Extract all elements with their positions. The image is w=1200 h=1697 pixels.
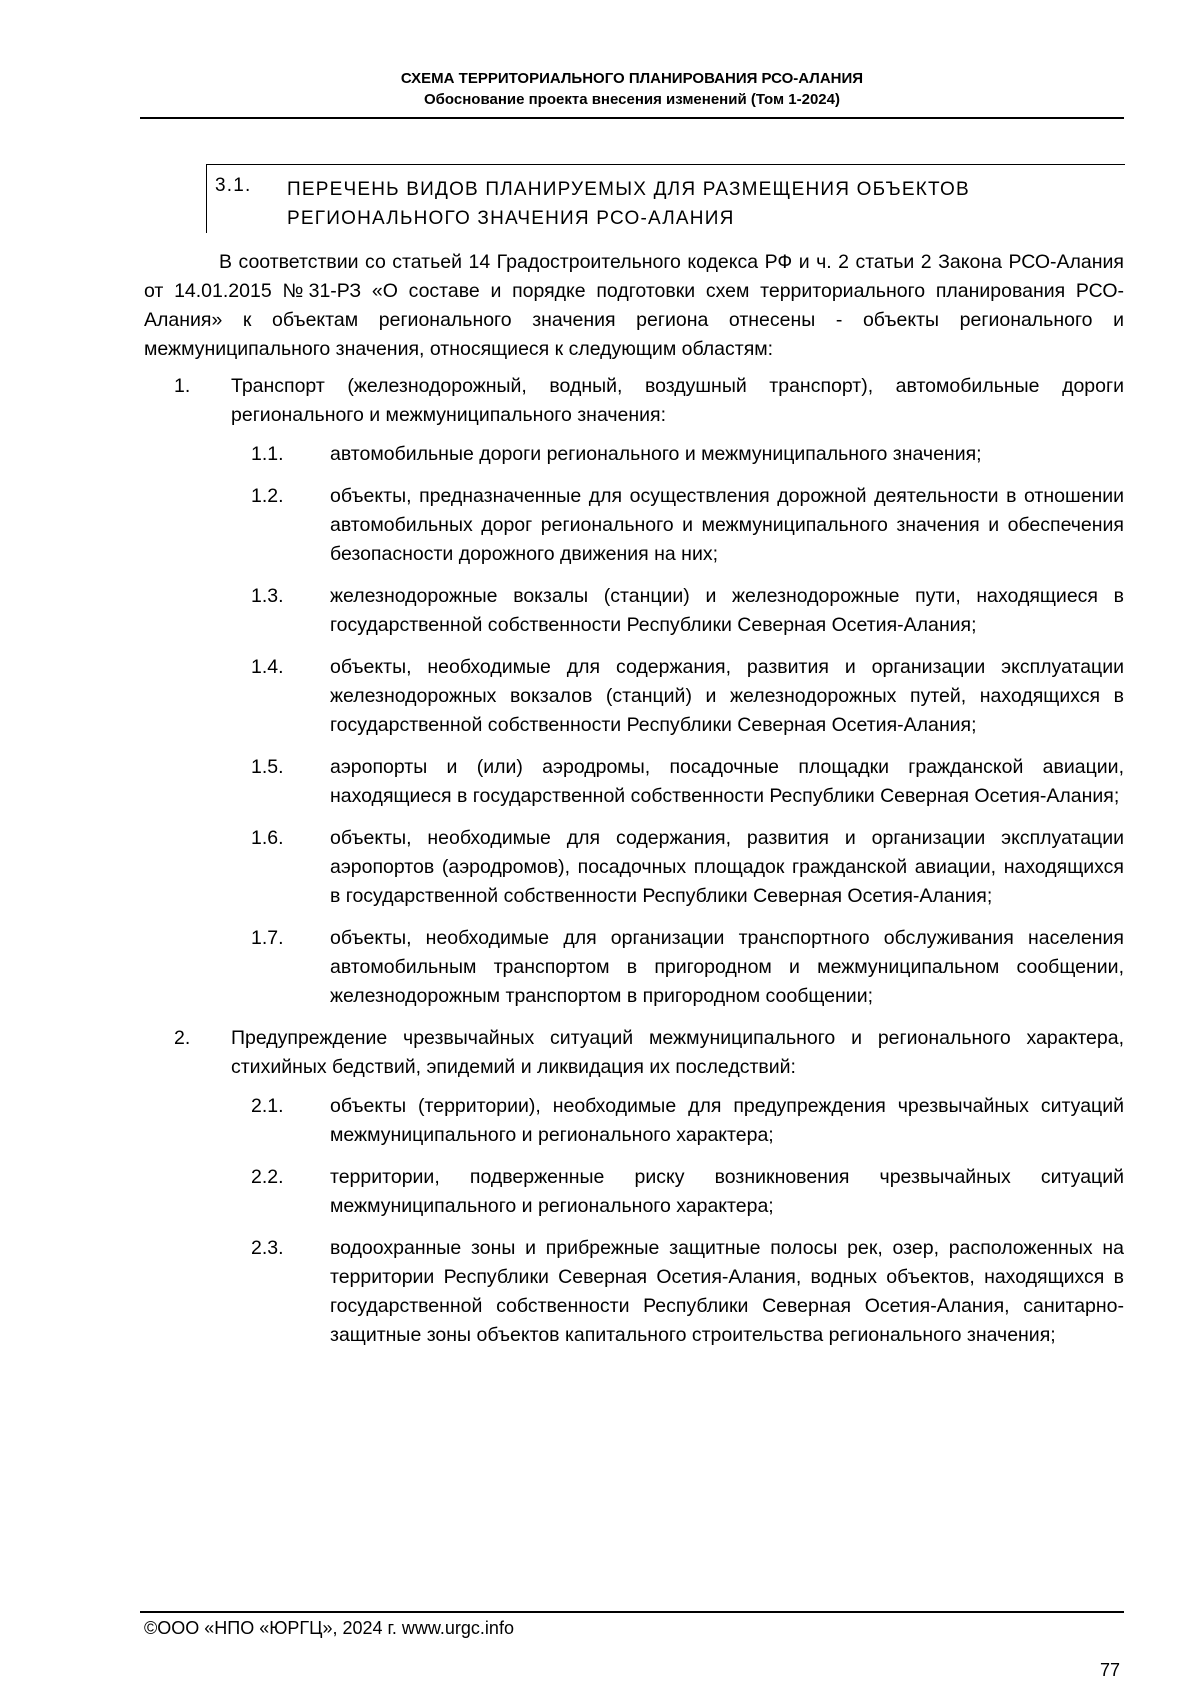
sub-item-text: объекты, необходимые для содержания, развития и организации эксплуатации железнодорожных вокзалов (станций) и железнодорожных путей, находящихся в государственной собственности Республики Северная Осетия-Алания; [330, 656, 1124, 736]
intro-paragraph: В соответствии со статьей 14 Градостроительного кодекса РФ и ч. 2 статьи 2 Закона РСО-Алания от 14.01.2015 №31-РЗ «О составе и порядке подготовки схем территориального планирования РСО-Алания» к объектам регионального значения региона отнесены - объекты регионального и межмуниципального значения, относящиеся к следующим областям: [144, 251, 1124, 360]
footer-copyright: ©ООО «НПО «ЮРГЦ», 2024 г. www.urgc.info [144, 1618, 514, 1638]
sub-item-text: аэропорты и (или) аэродромы, посадочные площадки гражданской авиации, находящиеся в государственной собственности Республики Северная Осетия-Алания; [330, 756, 1124, 807]
sub-item-number: 1.7. [251, 927, 284, 949]
sub-item-number: 1.6. [251, 827, 284, 849]
sub-item-number: 2.2. [251, 1166, 284, 1188]
sub-list-item [144, 753, 1124, 811]
sub-list-item [144, 582, 1124, 640]
document-header [140, 68, 1124, 110]
header-title: СХЕМА ТЕРРИТОРИАЛЬНОГО ПЛАНИРОВАНИЯ РСО-АЛАНИЯ [400, 70, 864, 87]
sub-item-number: 2.1. [251, 1095, 284, 1117]
sub-item-number: 2.3. [251, 1237, 284, 1259]
sub-item-text: территории, подверженные риску возникновения чрезвычайных ситуаций межмуниципального и регионального характера; [330, 1166, 1124, 1217]
list-item-text: Транспорт (железнодорожный, водный, воздушный транспорт), автомобильные дороги регионального и межмуниципального значения: [231, 375, 1124, 426]
list-item-text: Предупреждение чрезвычайных ситуаций межмуниципального и регионального характера, стихийных бедствий, эпидемий и ликвидация их последствий: [231, 1027, 1124, 1078]
sub-item-text: автомобильные дороги регионального и межмуниципального значения; [330, 443, 982, 465]
sub-list-item [144, 924, 1124, 1011]
section-number: 3.1. [215, 175, 252, 196]
sub-item-text: водоохранные зоны и прибрежные защитные полосы рек, озер, расположенных на территории Республики Северная Осетия-Алания, водных объектов, находящихся в государственной собственности Республики Северная Осетия-Алания, санитарно-защитные зоны объектов капитального строительства регионального значения; [330, 1237, 1124, 1346]
list-item-number: 2. [174, 1027, 191, 1049]
sub-item-text: железнодорожные вокзалы (станции) и железнодорожные пути, находящиеся в государственной собственности Республики Северная Осетия-Алания; [330, 585, 1124, 636]
list-item-number: 1. [174, 375, 191, 397]
page-number: 77 [1099, 1660, 1120, 1680]
sub-list-item [144, 440, 1124, 469]
header-subtitle: Обоснование проекта внесения изменений (Том 1-2024) [424, 91, 840, 108]
sub-item-number: 1.4. [251, 656, 284, 678]
sub-item-text: объекты, необходимые для организации транспортного обслуживания населения автомобильным транспортом в пригородном и межмуниципальном сообщении, железнодорожным транспортом в пригородном сообщении; [330, 927, 1124, 1007]
sub-item-text: объекты, необходимые для содержания, развития и организации эксплуатации аэропортов (аэродромов), посадочных площадок гражданской авиации, находящихся в государственной собственности Республики Северная Осетия-Алания; [330, 827, 1124, 907]
sub-list-item [144, 1234, 1124, 1350]
sub-item-number: 1.2. [251, 485, 284, 507]
sub-item-number: 1.5. [251, 756, 284, 778]
sub-list-item [144, 482, 1124, 569]
list-item [144, 372, 1124, 430]
section-heading [206, 164, 1125, 233]
footer-divider [140, 1611, 1124, 1613]
document-body [144, 248, 1124, 1363]
list-item [144, 1024, 1124, 1082]
sub-list-item [144, 1163, 1124, 1221]
section-title: ПЕРЕЧЕНЬ ВИДОВ ПЛАНИРУЕМЫХ ДЛЯ РАЗМЕЩЕНИЯ ОБЪЕКТОВ РЕГИОНАЛЬНОГО ЗНАЧЕНИЯ РСО-АЛАНИЯ [287, 179, 970, 229]
sub-list-item [144, 653, 1124, 740]
header-divider [140, 117, 1124, 119]
sub-item-text: объекты (территории), необходимые для предупреждения чрезвычайных ситуаций межмуниципального и регионального характера; [330, 1095, 1124, 1146]
sub-item-number: 1.1. [251, 443, 284, 465]
sub-item-text: объекты, предназначенные для осуществления дорожной деятельности в отношении автомобильных дорог регионального и межмуниципального значения и обеспечения безопасности дорожного движения на них; [330, 485, 1124, 565]
sub-list-item [144, 1092, 1124, 1150]
sub-item-number: 1.3. [251, 585, 284, 607]
sub-list-item [144, 824, 1124, 911]
